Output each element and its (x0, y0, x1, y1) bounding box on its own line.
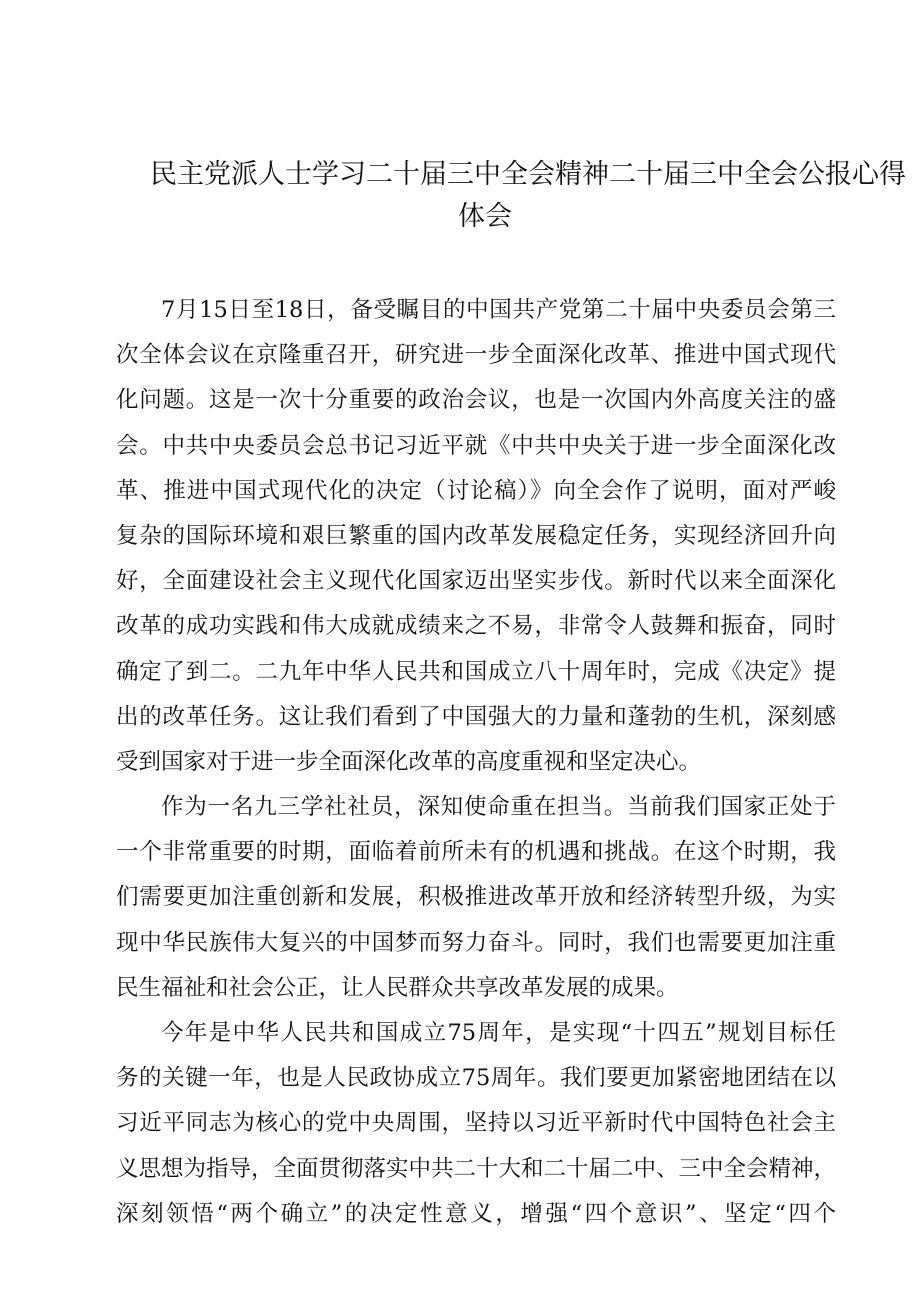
paragraph-2 (116, 785, 836, 1011)
text-line: 习近平同志为核心的党中央周围，坚持以习近平新时代中国特色社会主 (116, 1110, 836, 1137)
document-title (150, 154, 906, 238)
text-line: 受到国家对于进一步全面深化改革的高度重视和坚定决心。 (116, 748, 702, 775)
text-line: 民生福祉和社会公正，让人民群众共享改革发展的成果。 (116, 974, 679, 1001)
title-line-1: 民主党派人士学习二十届三中全会精神二十届三中全会公报心得 (150, 159, 906, 190)
text-line: 一个非常重要的时期，面临着前所未有的机遇和挑战。在这个时期，我 (116, 839, 836, 866)
text-line: 务的关键一年，也是人民政协成立75周年。我们要更加紧密地团结在以 (116, 1065, 836, 1092)
text-line: 今年是中华人民共和国成立75周年，是实现“十四五”规划目标任 (161, 1020, 836, 1046)
text-line: 复杂的国际环境和艰巨繁重的国内改革发展稳定任务，实现经济回升向 (116, 522, 836, 549)
text-line: 次全体会议在京隆重召开，研究进一步全面深化改革、推进中国式现代 (116, 342, 836, 369)
text-line: 深刻领悟“两个确立”的决定性意义，增强“四个意识”、坚定“四个 (116, 1200, 836, 1227)
text-line: 作为一名九三学社社员，深知使命重在担当。当前我们国家正处于 (161, 794, 836, 821)
document-body (116, 288, 836, 1237)
text-line: 好，全面建设社会主义现代化国家迈出坚实步伐。新时代以来全面深化 (116, 568, 836, 595)
text-line: 改革的成功实践和伟大成就成绩来之不易，非常令人鼓舞和振奋，同时 (116, 613, 836, 640)
text-line: 出的改革任务。这让我们看到了中国强大的力量和蓬勃的生机，深刻感 (116, 703, 836, 730)
text-line: 会。中共中央委员会总书记习近平就《中共中央关于进一步全面深化改 (116, 432, 836, 459)
text-line: 7月15日至18日，备受瞩目的中国共产党第二十届中央委员会第三 (161, 297, 836, 323)
paragraph-1 (116, 288, 836, 785)
text-line: 革、推进中国式现代化的决定（讨论稿）》向全会作了说明，面对严峻 (116, 477, 836, 504)
title-line-2: 体会 (458, 201, 512, 232)
text-line: 化问题。这是一次十分重要的政治会议，也是一次国内外高度关注的盛 (116, 387, 836, 414)
paragraph-3 (116, 1011, 836, 1237)
text-line: 现中华民族伟大复兴的中国梦而努力奋斗。同时，我们也需要更加注重 (116, 929, 836, 956)
text-line: 们需要更加注重创新和发展，积极推进改革开放和经济转型升级，为实 (116, 884, 836, 911)
text-line: 义思想为指导，全面贯彻落实中共二十大和二十届二中、三中全会精神， (116, 1155, 836, 1182)
text-line: 确定了到二。二九年中华人民共和国成立八十周年时，完成《决定》提 (116, 658, 836, 685)
